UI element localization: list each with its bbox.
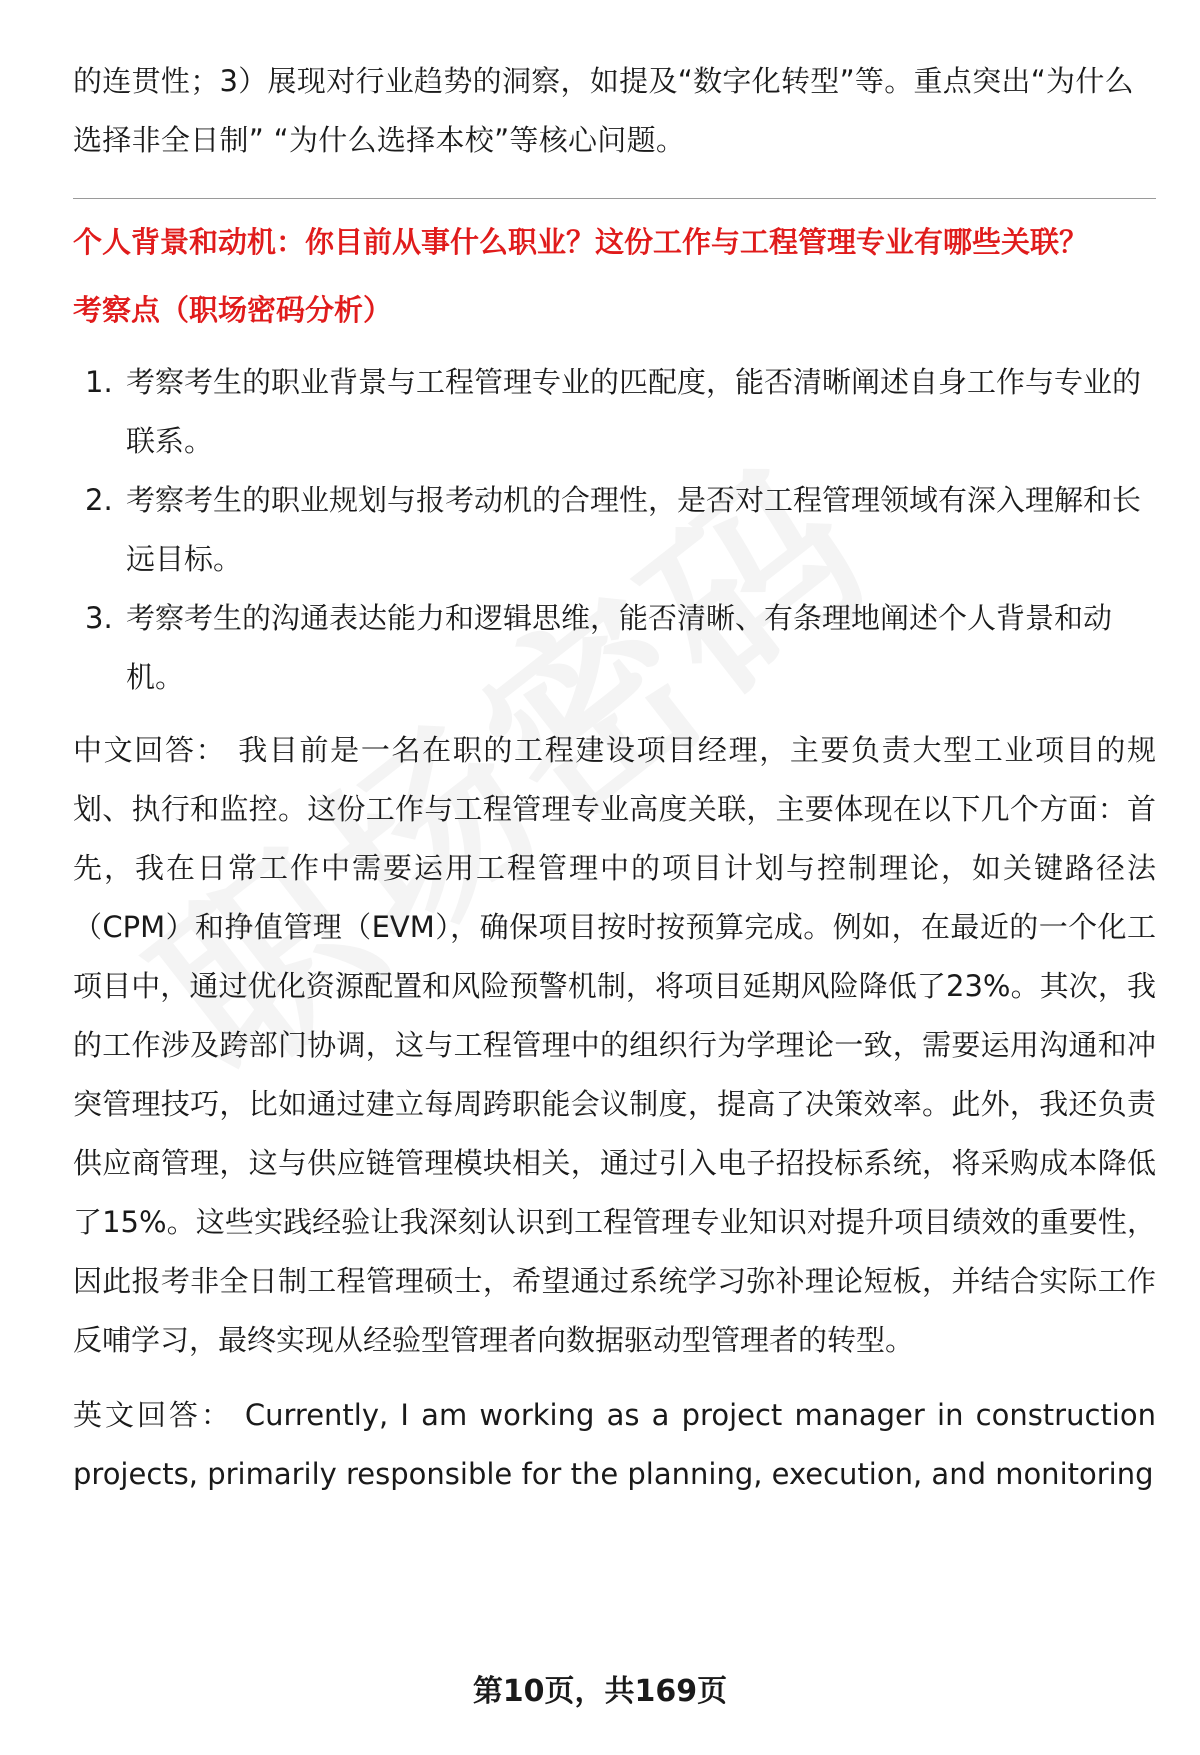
page-number: 第10页，共169页 — [472, 1674, 728, 1709]
list-item-text: 考察考生的沟通表达能力和逻辑思维，能否清晰、有条理地阐述个人背景和动机。 — [126, 601, 1113, 694]
assessment-subheading: 考察点（职场密码分析） — [73, 293, 393, 327]
list-item-number: 3. — [85, 601, 113, 635]
assessment-points-list — [73, 353, 1156, 707]
english-answer-label: 英文回答： — [73, 1398, 233, 1432]
chinese-answer-label: 中文回答： — [73, 733, 227, 767]
intro-paragraph: 的连贯性；3）展现对行业趋势的洞察，如提及“数字化转型”等。重点突出“为什么选择非全日制” “为什么选择本校”等核心问题。 — [73, 64, 1134, 157]
list-item — [73, 471, 1156, 589]
list-item-text: 考察考生的职业背景与工程管理专业的匹配度，能否清晰阐述自身工作与专业的联系。 — [126, 365, 1142, 458]
page-content — [73, 52, 1156, 1520]
chinese-answer — [73, 721, 1156, 1370]
english-answer — [73, 1386, 1156, 1504]
english-answer-text: Currently, I am working as a project manager in construction projects, primarily responsible for the planning, execution, and monitoring — [73, 1398, 1156, 1491]
question-title: 个人背景和动机：你目前从事什么职业？这份工作与工程管理专业有哪些关联？ — [73, 225, 1089, 259]
chinese-answer-text: 我目前是一名在职的工程建设项目经理，主要负责大型工业项目的规划、执行和监控。这份工作与工程管理专业高度关联，主要体现在以下几个方面：首先，我在日常工作中需要运用工程管理中的项目计划与控制理论，如关键路径法（CPM）和挣值管理（EVM），确保项目按时按预算完成。例如，在最近的一个化工项目中，通过优化资源配置和风险预警机制，将项目延期风险降低了23%。其次，我的工作涉及跨部门协调，这与工程管理中的组织行为学理论一致，需要运用沟通和冲突管理技巧，比如通过建立每周跨职能会议制度，提高了决策效率。此外，我还负责供应商管理，这与供应链管理模块相关，通过引入电子招投标系统，将采购成本降低了15%。这些实践经验让我深刻认识到工程管理专业知识对提升项目绩效的重要性，因此报考非全日制工程管理硕士，希望通过系统学习弥补理论短板，并结合实际工作反哺学习，最终实现从经验型管理者向数据驱动型管理者的转型。 — [73, 733, 1156, 1357]
list-item-number: 1. — [85, 365, 113, 399]
list-item-number: 2. — [85, 483, 113, 517]
list-item — [73, 353, 1156, 471]
list-item — [73, 589, 1156, 707]
list-item-text: 考察考生的职业规划与报考动机的合理性，是否对工程管理领域有深入理解和长远目标。 — [126, 483, 1142, 576]
section-divider — [73, 198, 1156, 199]
